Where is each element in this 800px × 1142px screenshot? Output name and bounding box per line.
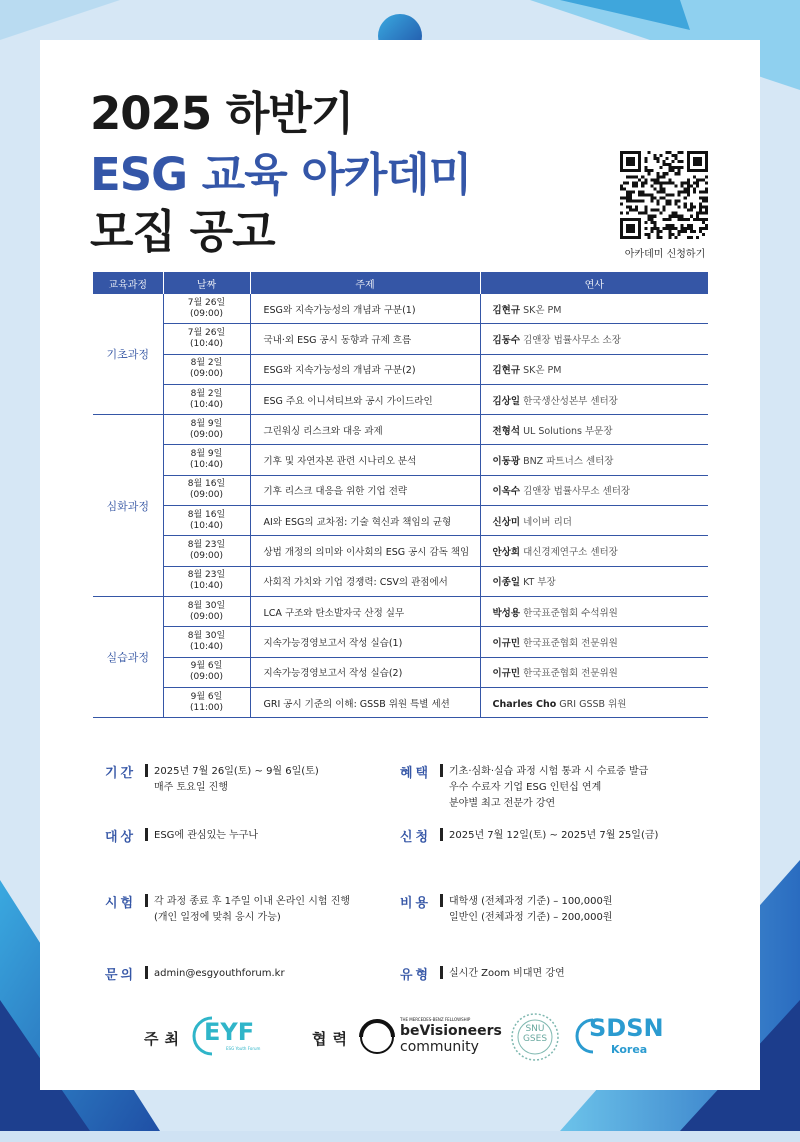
session-topic: 지속가능경영보고서 작성 실습(2) xyxy=(250,657,480,687)
info-text: 실시간 Zoom 비대면 강연 xyxy=(449,968,565,979)
session-speaker xyxy=(480,596,708,626)
speaker-name: 이규민 xyxy=(492,668,521,680)
speaker-affiliation: 한국표준협회 전문위원 xyxy=(523,668,618,680)
table-header-cell: 연사 xyxy=(480,272,708,294)
session-speaker xyxy=(480,324,708,354)
info-label: 신청 xyxy=(400,830,432,845)
speaker-name: 이규민 xyxy=(492,637,521,649)
session-topic: GRI 공시 기준의 이해: GSSB 위원 특별 세션 xyxy=(250,687,480,717)
schedule-table xyxy=(93,272,708,718)
table-header-cell: 교육과정 xyxy=(93,272,163,294)
info-text: 각 과정 종료 후 1주일 이내 온라인 시험 진행 xyxy=(154,896,351,907)
session-date: 8월 9일 (09:00) xyxy=(163,415,250,445)
qr-label: 아카데미 신청하기 xyxy=(624,249,706,260)
contact-email-link[interactable]: admin@esgyouthforum.kr xyxy=(154,968,285,979)
session-date: 8월 23일 (09:00) xyxy=(163,536,250,566)
speaker-affiliation: 네이버 리더 xyxy=(523,516,572,528)
session-topic: LCA 구조와 탄소발자국 산정 실무 xyxy=(250,596,480,626)
session-topic: ESG와 지속가능성의 개념과 구분(1) xyxy=(250,294,480,324)
info-label: 비용 xyxy=(400,896,432,911)
table-row xyxy=(93,596,708,626)
session-date: 7월 26일 (09:00) xyxy=(163,294,250,324)
session-topic: 기후 리스크 대응을 위한 기업 전략 xyxy=(250,475,480,505)
table-row xyxy=(93,657,708,687)
speaker-affiliation: UL Solutions 부문장 xyxy=(523,425,613,437)
speaker-name: 안상희 xyxy=(492,547,521,559)
session-date: 9월 6일 (09:00) xyxy=(163,657,250,687)
session-topic: 국내·외 ESG 공시 동향과 규제 흐름 xyxy=(250,324,480,354)
session-speaker xyxy=(480,445,708,475)
session-date: 8월 2일 (10:40) xyxy=(163,384,250,414)
table-row xyxy=(93,627,708,657)
session-speaker xyxy=(480,415,708,445)
table-header-cell: 주제 xyxy=(250,272,480,294)
session-speaker xyxy=(480,536,708,566)
info-text: 분야별 최고 전문가 강연 xyxy=(449,798,556,809)
session-date: 8월 30일 (09:00) xyxy=(163,596,250,626)
session-topic: 기후 및 자연자본 관련 시나리오 분석 xyxy=(250,445,480,475)
title-line-3: 모집 공고 xyxy=(90,205,275,258)
session-topic: AI와 ESG의 교차점: 기술 혁신과 책임의 균형 xyxy=(250,506,480,536)
speaker-affiliation: SK온 PM xyxy=(523,365,562,377)
snu-gses-seal xyxy=(510,1012,560,1062)
bevisioneers-logo xyxy=(358,1017,502,1058)
course-category: 심화과정 xyxy=(93,415,163,597)
session-date: 8월 9일 (10:40) xyxy=(163,445,250,475)
speaker-name: 김현규 xyxy=(492,365,521,377)
eyf-logo-text: EYF xyxy=(204,1018,255,1046)
speaker-affiliation: 김앤장 법률사무소 센터장 xyxy=(523,486,631,498)
speaker-name: 이옥수 xyxy=(492,486,521,498)
table-row xyxy=(93,324,708,354)
table-header-cell: 날짜 xyxy=(163,272,250,294)
session-topic: 지속가능경영보고서 작성 실습(1) xyxy=(250,627,480,657)
info-text: ESG에 관심있는 누구나 xyxy=(154,830,259,841)
session-topic: 그린워싱 리스크와 대응 과제 xyxy=(250,415,480,445)
table-row xyxy=(93,294,708,324)
eyf-logo-sub: ESG Youth Forum xyxy=(226,1046,261,1051)
session-speaker xyxy=(480,687,708,717)
table-row xyxy=(93,475,708,505)
poster-card xyxy=(40,40,760,1090)
sdsn-korea-logo xyxy=(575,1014,665,1060)
speaker-name: 이종일 xyxy=(492,577,521,589)
speaker-affiliation: KT 부장 xyxy=(523,577,556,589)
speaker-name: 김상일 xyxy=(492,395,521,407)
session-speaker xyxy=(480,566,708,596)
speaker-name: 전형석 xyxy=(492,425,521,437)
session-date: 8월 30일 (10:40) xyxy=(163,627,250,657)
course-category: 기초과정 xyxy=(93,294,163,415)
table-row xyxy=(93,354,708,384)
session-date: 8월 16일 (10:40) xyxy=(163,506,250,536)
speaker-name: 김동수 xyxy=(492,334,521,346)
session-date: 8월 23일 (10:40) xyxy=(163,566,250,596)
table-row xyxy=(93,536,708,566)
session-topic: ESG 주요 이니셔티브와 공시 가이드라인 xyxy=(250,384,480,414)
table-row xyxy=(93,506,708,536)
info-text: 일반인 (전체과정 기준) – 200,000원 xyxy=(449,912,613,923)
session-date: 9월 6일 (11:00) xyxy=(163,687,250,717)
session-speaker xyxy=(480,354,708,384)
session-topic: ESG와 지속가능성의 개념과 구분(2) xyxy=(250,354,480,384)
bev-main-text: beVisioneers xyxy=(400,1023,502,1039)
info-label: 문의 xyxy=(105,968,137,983)
info-text: (개인 일정에 맞춰 응시 가능) xyxy=(154,912,281,923)
info-text: 대학생 (전체과정 기준) – 100,000원 xyxy=(449,896,613,907)
table-row xyxy=(93,687,708,717)
speaker-affiliation: 한국생산성본부 센터장 xyxy=(523,395,618,407)
speaker-affiliation: 대신경제연구소 센터장 xyxy=(523,547,618,559)
speaker-affiliation: 한국표준협회 전문위원 xyxy=(523,637,618,649)
info-text: 기초·심화·실습 과정 시험 통과 시 수료증 발급 xyxy=(449,766,649,777)
session-speaker xyxy=(480,627,708,657)
session-speaker xyxy=(480,475,708,505)
info-text: 2025년 7월 26일(토) ~ 9월 6일(토) xyxy=(154,766,319,777)
info-label: 기간 xyxy=(105,766,137,781)
session-speaker xyxy=(480,294,708,324)
session-topic: 사회적 가치와 기업 경쟁력: CSV의 관점에서 xyxy=(250,566,480,596)
snu-text: SNU xyxy=(525,1024,545,1034)
table-row xyxy=(93,384,708,414)
info-label: 대상 xyxy=(105,830,137,845)
info-text: 2025년 7월 12일(토) ~ 2025년 7월 25일(금) xyxy=(449,830,659,841)
session-speaker xyxy=(480,657,708,687)
speaker-name: 박성용 xyxy=(492,607,521,619)
info-text: 매주 토요일 진행 xyxy=(154,782,228,793)
bev-sub-text: community xyxy=(400,1039,479,1055)
sdsn-text: SDSN xyxy=(589,1014,664,1042)
session-topic: 상법 개정의 의미와 이사회의 ESG 공시 감독 책임 xyxy=(250,536,480,566)
gses-text: GSES xyxy=(522,1034,548,1044)
speaker-affiliation: 김앤장 법률사무소 소장 xyxy=(523,334,621,346)
sdsn-korea-text: Korea xyxy=(611,1043,648,1056)
host-label: 주최 xyxy=(144,1030,185,1048)
session-date: 8월 16일 (09:00) xyxy=(163,475,250,505)
speaker-affiliation: SK온 PM xyxy=(523,304,562,316)
speaker-name: 이동광 xyxy=(492,456,521,468)
speaker-affiliation: 한국표준협회 수석위원 xyxy=(523,607,618,619)
table-row xyxy=(93,566,708,596)
bev-small-text: THE MERCEDES-BENZ FELLOWSHIP xyxy=(400,1017,471,1022)
speaker-name: Charles Cho xyxy=(492,698,557,710)
speaker-affiliation: GRI GSSB 위원 xyxy=(559,698,627,710)
qr-code-icon[interactable] xyxy=(620,151,708,239)
table-row xyxy=(93,445,708,475)
info-label: 유형 xyxy=(400,968,432,983)
eyf-logo xyxy=(190,1014,270,1058)
title-line-1: 2025 하반기 xyxy=(90,87,354,140)
partner-label: 협력 xyxy=(312,1030,353,1048)
info-label: 혜택 xyxy=(400,766,432,781)
session-speaker xyxy=(480,384,708,414)
session-date: 8월 2일 (09:00) xyxy=(163,354,250,384)
session-date: 7월 26일 (10:40) xyxy=(163,324,250,354)
speaker-name: 신상미 xyxy=(492,516,521,528)
speaker-name: 김현규 xyxy=(492,304,521,316)
info-label: 시험 xyxy=(105,896,137,911)
course-category: 실습과정 xyxy=(93,596,163,717)
title-line-2: ESG 교육 아카데미 xyxy=(90,148,472,201)
session-speaker xyxy=(480,506,708,536)
table-row xyxy=(93,415,708,445)
speaker-affiliation: BNZ 파트너스 센터장 xyxy=(523,456,614,468)
info-text: 우수 수료자 기업 ESG 인턴십 연계 xyxy=(449,782,602,793)
